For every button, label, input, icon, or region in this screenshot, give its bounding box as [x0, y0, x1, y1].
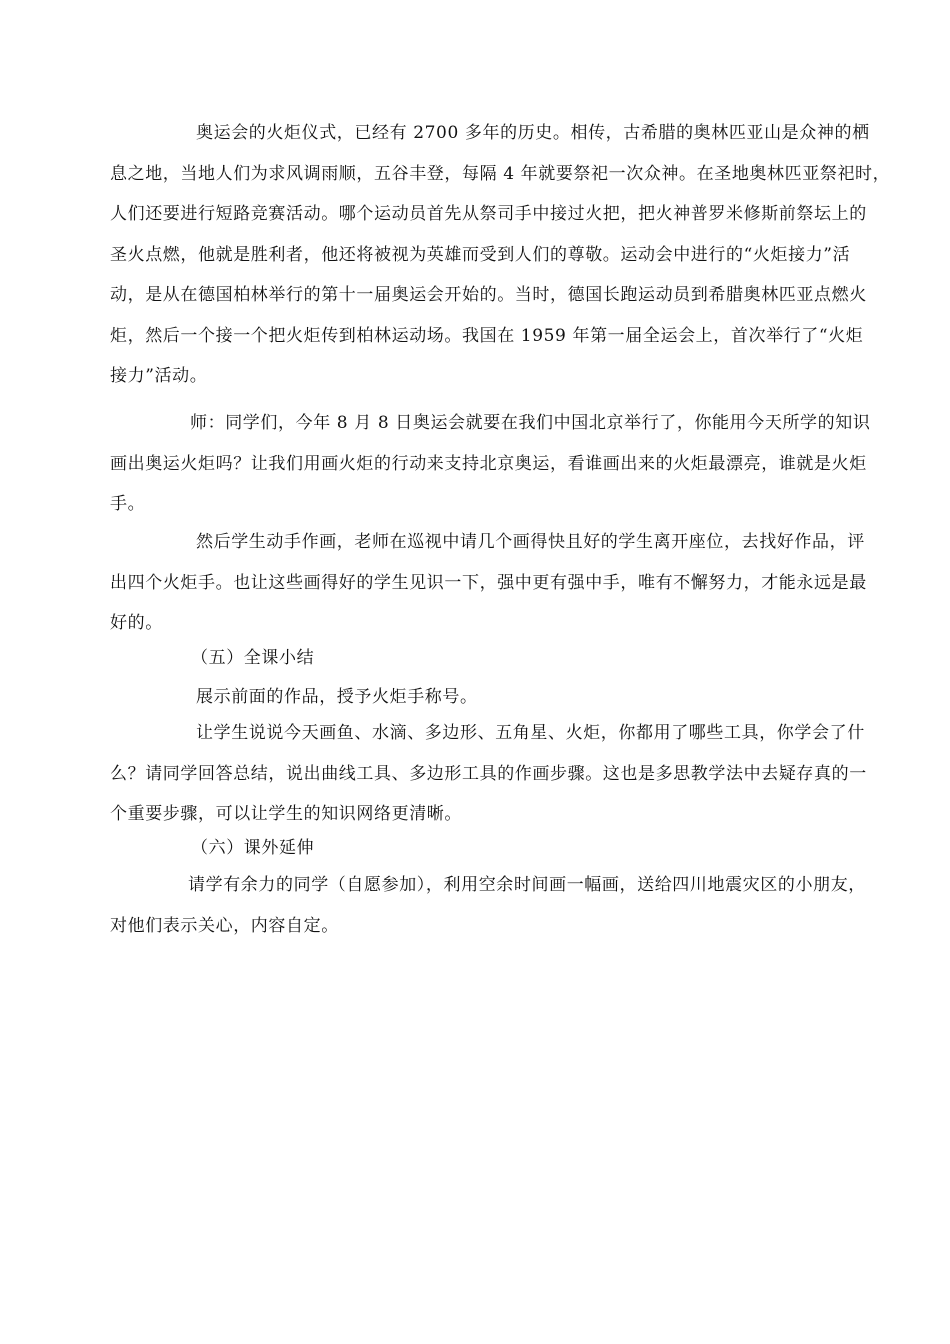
- paragraph-line: 手。: [110, 494, 146, 514]
- paragraph-students-drawing: [110, 522, 867, 644]
- paragraph-line: 然后学生动手作画，老师在巡视中请几个画得快且好的学生离开座位，去找好作品，评: [196, 532, 865, 552]
- paragraph-line: 人们还要进行短路竞赛活动。哪个运动员首先从祭司手中接过火把，把火神普罗米修斯前祭坛上的: [110, 204, 867, 224]
- paragraph-line: 师：同学们，今年 8 月 8 日奥运会就要在我们中国北京举行了，你能用今天所学的知识: [190, 413, 871, 433]
- paragraph-review-tools: [110, 713, 867, 835]
- paragraph-olympic-torch-history: [110, 113, 891, 397]
- paragraph-teacher-prompt: [110, 403, 871, 525]
- paragraph-line: 接力”活动。: [110, 366, 208, 386]
- paragraph-line: 奥运会的火炬仪式，已经有 2700 多年的历史。相传，古希腊的奥林匹亚山是众神的栖: [196, 123, 870, 143]
- paragraph-line: 对他们表示关心，内容自定。: [110, 915, 339, 936]
- section-heading-extension: （六）课外延伸: [191, 838, 315, 858]
- paragraph-line: 动，是从在德国柏林举行的第十一届奥运会开始的。当时，德国长跑运动员到希腊奥林匹亚点燃火: [110, 285, 867, 305]
- paragraph-line: 请学有余力的同学（自愿参加），利用空余时间画一幅画，送给四川地震灾区的小朋友，: [188, 875, 866, 895]
- paragraph-line: 出四个火炬手。也让这些画得好的学生见识一下，强中更有强中手，唯有不懈努力，才能永远是最: [110, 572, 867, 593]
- paragraph-line: 个重要步骤，可以让学生的知识网络更清晰。: [110, 804, 462, 824]
- paragraph-line: 画出奥运火炬吗？让我们用画火炬的行动来支持北京奥运，看谁画出来的火炬最漂亮，谁就是火炬: [110, 453, 867, 474]
- paragraph-extension-task: [110, 865, 866, 946]
- paragraph-line: 炬，然后一个接一个把火炬传到柏林运动场。我国在 1959 年第一届全运会上，首次举行了“火炬: [110, 325, 864, 346]
- paragraph-line: 圣火点燃，他就是胜利者，他还将被视为英雄而受到人们的尊敬。运动会中进行的“火炬接力”活: [110, 244, 851, 265]
- paragraph-line: 好的。: [110, 613, 163, 633]
- paragraph-line: 让学生说说今天画鱼、水滴、多边形、五角星、火炬，你都用了哪些工具，你学会了什: [196, 723, 865, 743]
- section-heading-summary: （五）全课小结: [191, 648, 315, 668]
- paragraph-show-works: 展示前面的作品，授予火炬手称号。: [196, 687, 478, 707]
- paragraph-line: 么？请同学回答总结，说出曲线工具、多边形工具的作画步骤。这也是多思教学法中去疑存真的一: [110, 763, 867, 784]
- paragraph-line: 息之地，当地人们为求风调雨顺，五谷丰登，每隔 4 年就要祭祀一次众神。在圣地奥林匹亚祭祀时，: [110, 163, 891, 184]
